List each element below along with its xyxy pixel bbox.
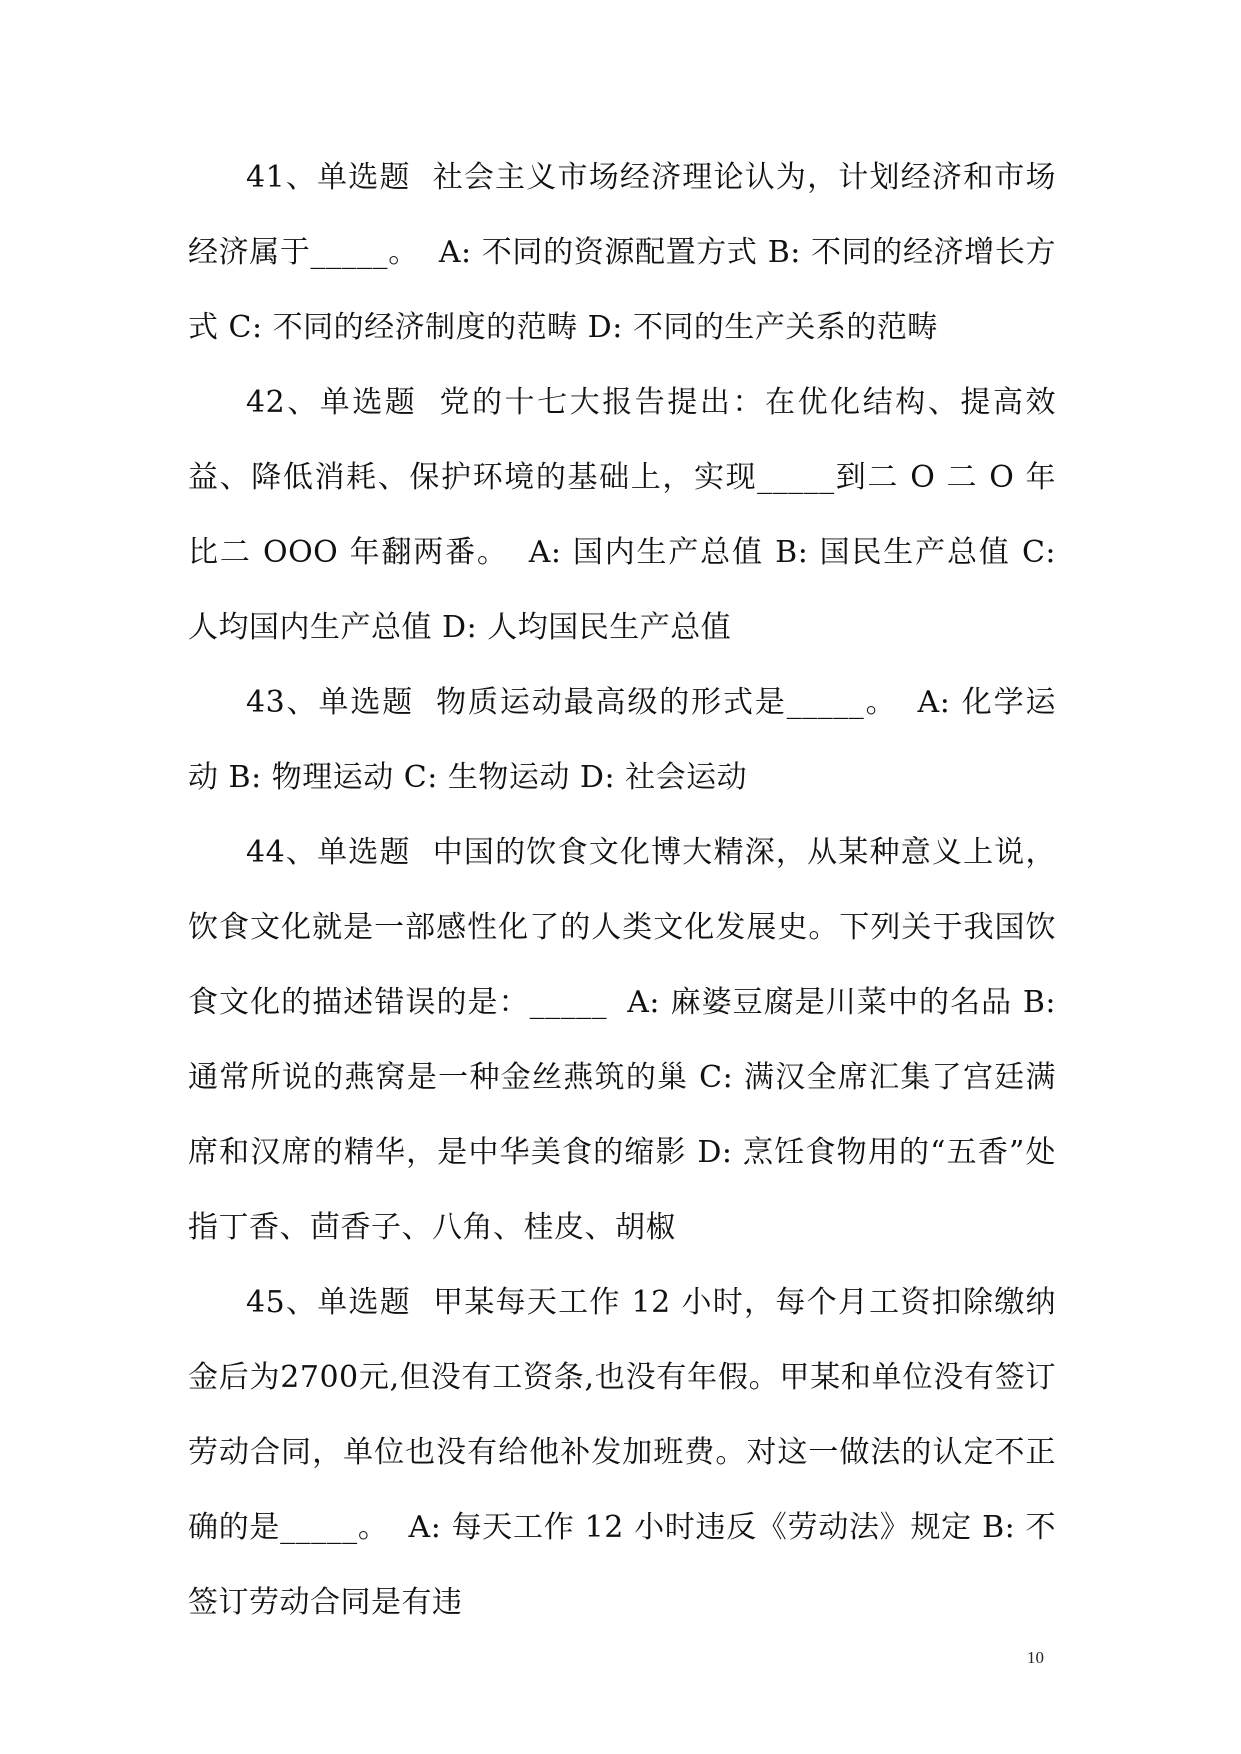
question-stem: 物质运动最高级的形式是_____。: [436, 685, 898, 720]
question-type: 单选题: [317, 835, 411, 870]
question-type: 单选题: [319, 385, 418, 420]
question-number: 42、: [246, 385, 320, 420]
question-stem: 党的十七大报告提出：在优化结构、提高效益、降低消耗、保护环境的基础上，实现_____到二 O 二 O 年比二 OOO 年翻两番。: [188, 385, 1056, 570]
question-stem: 中国的饮食文化博大精深，从某种意义上说，饮食文化就是一部感性化了的人类文化发展史。下列关于我国饮食文化的描述错误的是：_____: [188, 835, 1056, 1020]
question-options: A: 化学运动 B: 物理运动 C: 生物运动 D: 社会运动: [188, 685, 1056, 795]
question-options: A: 每天工作 12 小时违反《劳动法》规定 B: 不签订劳动合同是有违: [188, 1510, 1057, 1620]
document-page: [188, 140, 1056, 1640]
question-options: A: 不同的资源配置方式 B: 不同的经济增长方式 C: 不同的经济制度的范畴 D: 不同的生产关系的范畴: [188, 235, 1057, 345]
question-type: 单选题: [317, 160, 411, 195]
question-number: 44、: [246, 835, 318, 870]
question-number: 45、: [246, 1285, 318, 1320]
question-number: 43、: [246, 685, 319, 720]
question-options: A: 国内生产总值 B: 国民生产总值 C: 人均国内生产总值 D: 人均国民生产总值: [188, 535, 1057, 645]
question-41: [188, 140, 1056, 365]
question-type: 单选题: [317, 1285, 412, 1320]
page-number: 10: [1027, 1648, 1044, 1667]
question-43: [188, 665, 1056, 815]
question-stem: 甲某每天工作 12 小时，每个月工资扣除缴纳金后为2700元,但没有工资条,也没有年假。甲某和单位没有签订劳动合同，单位也没有给他补发加班费。对这一做法的认定不正确的是_____。: [188, 1285, 1057, 1545]
question-type: 单选题: [318, 685, 415, 720]
question-45: [188, 1265, 1056, 1640]
question-42: [188, 365, 1056, 665]
question-44: [188, 815, 1056, 1265]
question-stem: 社会主义市场经济理论认为，计划经济和市场经济属于_____。: [188, 160, 1056, 270]
question-options: A: 麻婆豆腐是川菜中的名品 B: 通常所说的燕窝是一种金丝燕筑的巢 C: 满汉全席汇集了宫廷满席和汉席的精华，是中华美食的缩影 D: 烹饪食物用的“五香”处指丁香、茴香子、八角、桂皮、胡椒: [188, 985, 1056, 1245]
question-number: 41、: [246, 160, 318, 195]
